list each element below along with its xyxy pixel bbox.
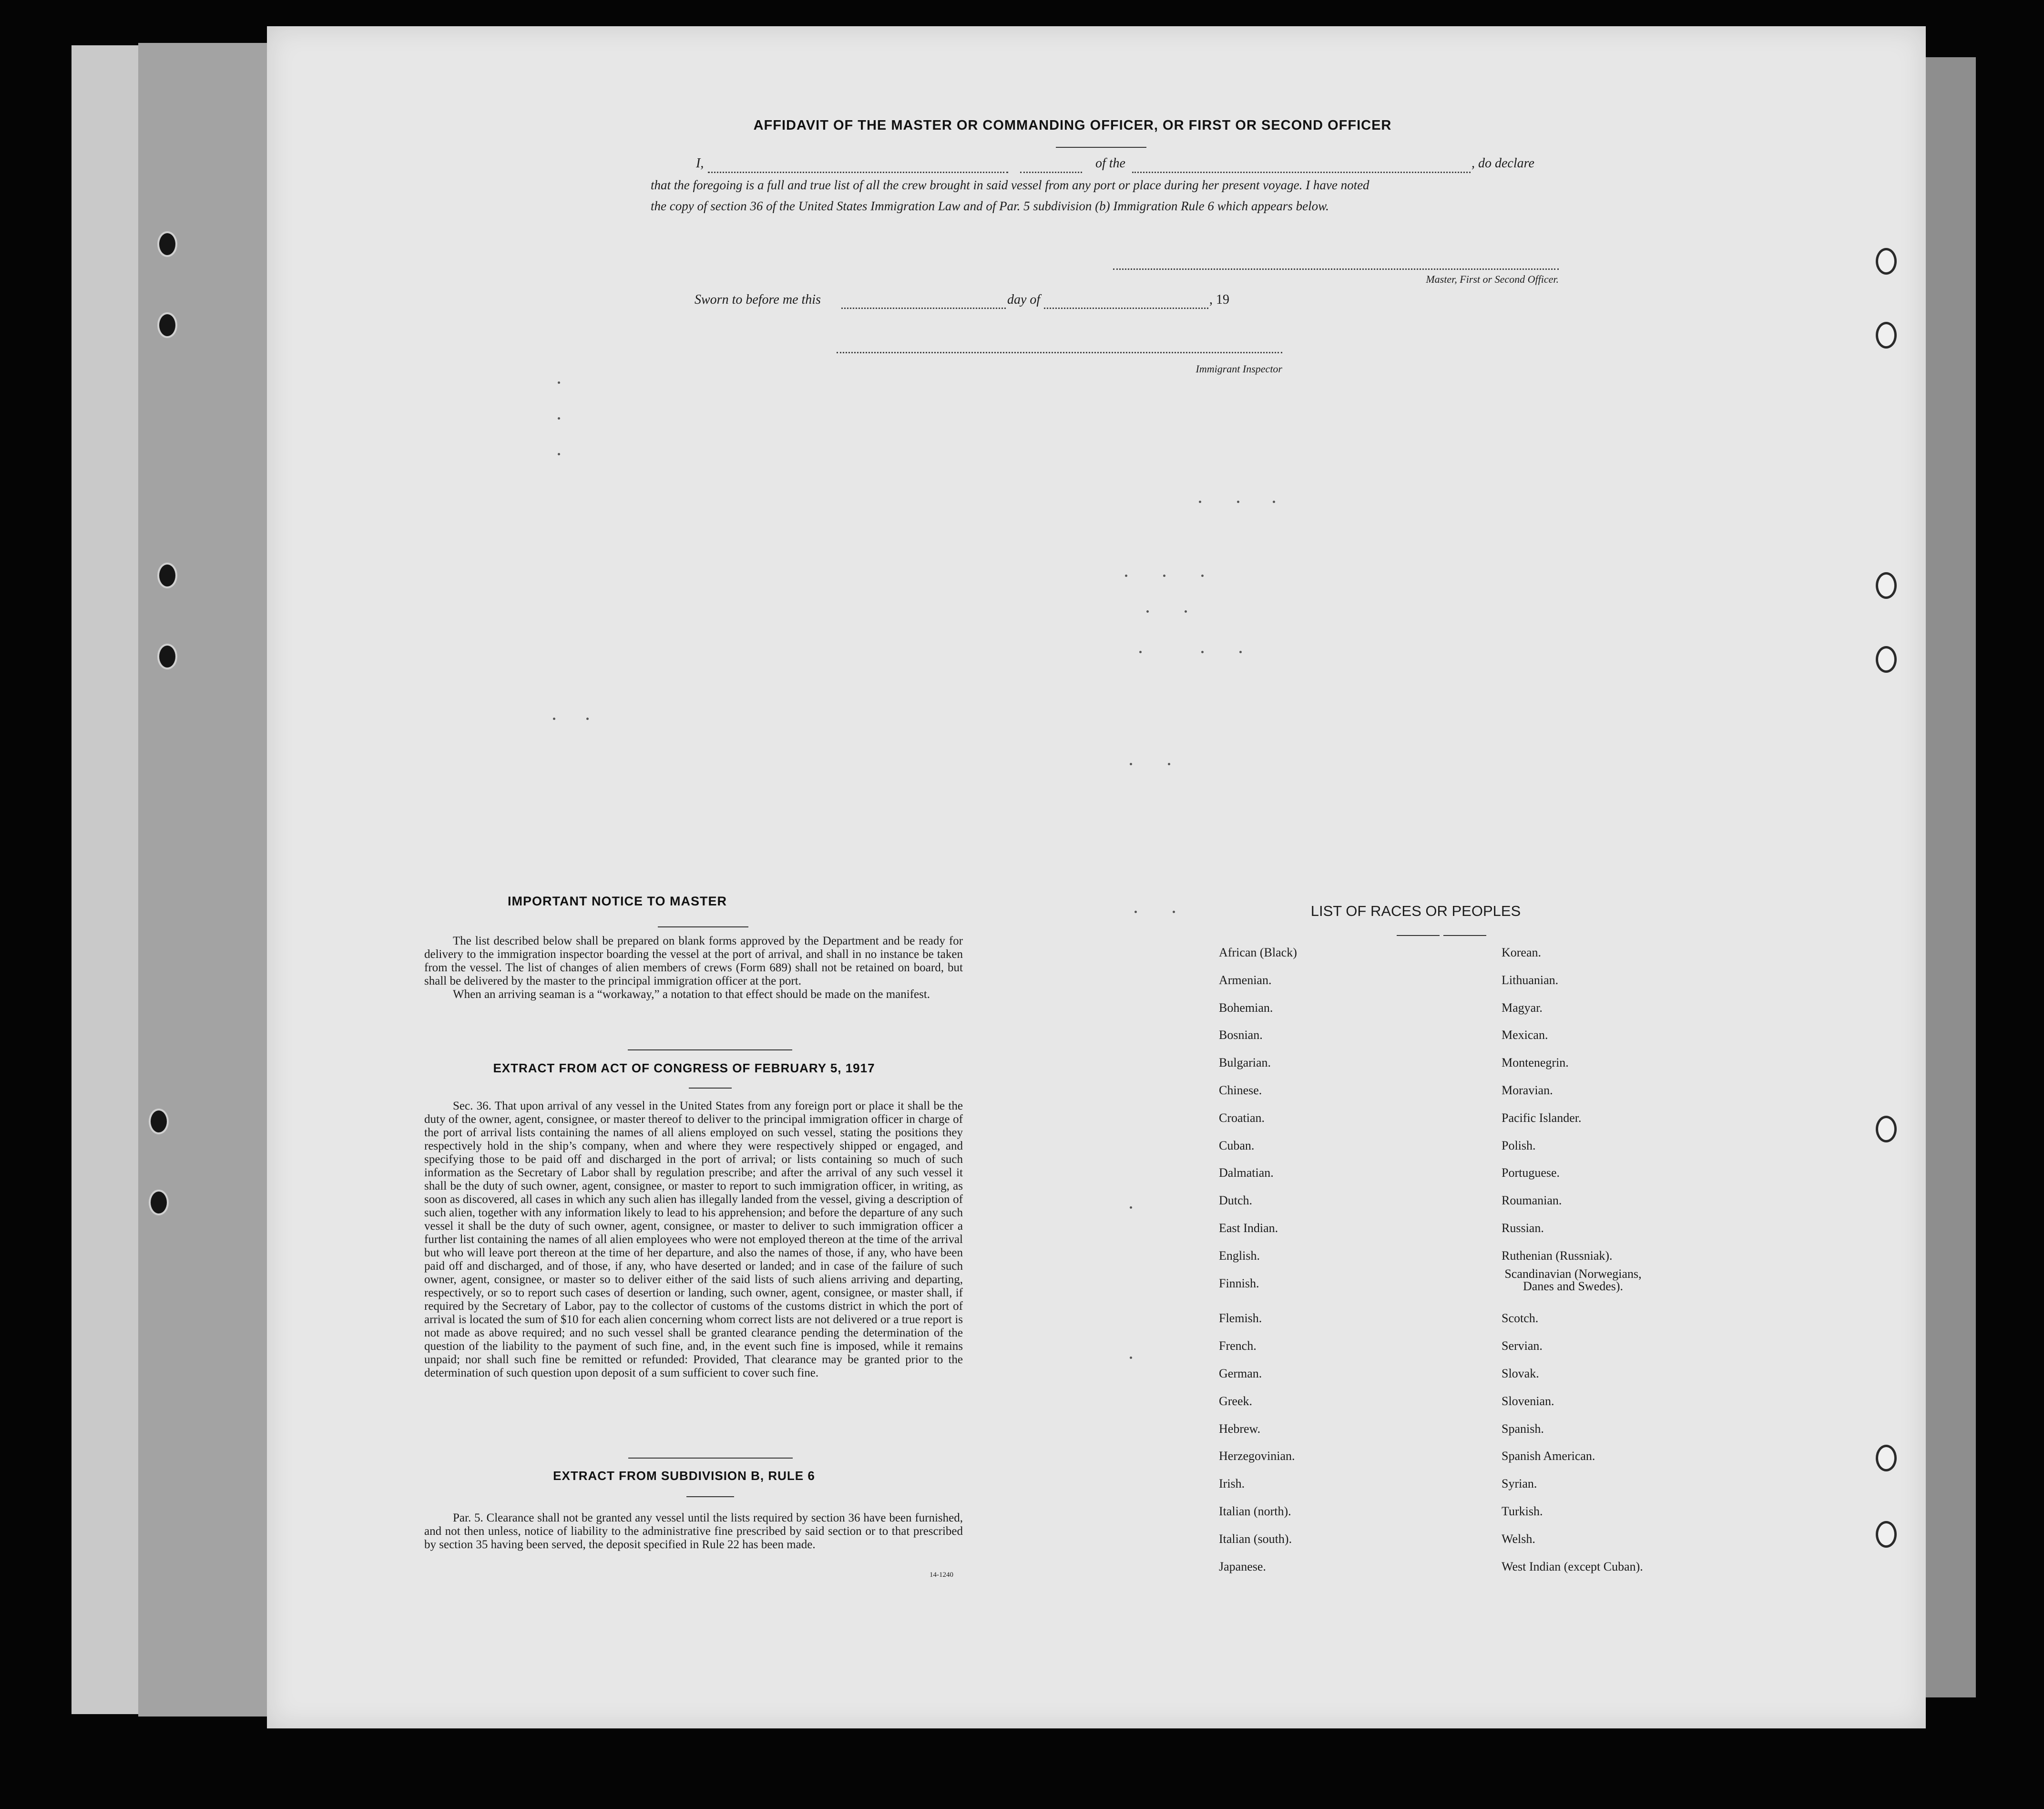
vessel-name-blank — [1132, 172, 1471, 173]
race-item: Greek. — [1219, 1394, 1253, 1408]
race-item: Cuban. — [1219, 1138, 1255, 1152]
section-divider-2 — [628, 1458, 793, 1459]
inspector-signature-line — [837, 352, 1282, 353]
notice-paragraph-2: When an arriving seaman is a “workaway,” a notation to that effect should be made on the manifest. — [453, 988, 930, 1001]
sworn-label: Sworn to before me this — [695, 292, 821, 307]
race-item: Scandinavian (Norwegians, Danes and Swedes). — [1504, 1266, 1642, 1293]
manifest-page — [267, 26, 1926, 1728]
race-item: French. — [1219, 1339, 1257, 1353]
race-item: Finnish. — [1219, 1276, 1259, 1290]
race-item: Roumanian. — [1502, 1193, 1562, 1208]
do-declare-label: , do declare — [1472, 156, 1534, 171]
punched-hole — [1876, 572, 1897, 599]
race-item: Mexican. — [1502, 1028, 1548, 1042]
extract-rule-underline — [686, 1496, 734, 1497]
binder-hole — [157, 644, 177, 669]
master-name-blank — [708, 172, 1008, 173]
race-item: Croatian. — [1219, 1110, 1265, 1125]
punched-hole — [1876, 646, 1897, 673]
race-item: Herzegovinian. — [1219, 1449, 1295, 1463]
binder-hole — [157, 312, 177, 338]
race-item: African (Black) — [1219, 946, 1297, 959]
extract-act-title: EXTRACT FROM ACT OF CONGRESS OF FEBRUARY 5, 1917 — [493, 1061, 875, 1075]
punched-hole — [1876, 248, 1897, 275]
race-item: Spanish American. — [1502, 1449, 1595, 1463]
race-item: Italian (north). — [1219, 1504, 1291, 1518]
binder-hole — [157, 231, 177, 257]
race-item: German. — [1219, 1367, 1262, 1380]
race-item: Bulgarian. — [1219, 1056, 1271, 1070]
race-item: Chinese. — [1219, 1083, 1262, 1097]
affidavit-i-label: I, — [696, 156, 704, 171]
extract-rule-text: Par. 5. Clearance shall not be granted any vessel until the lists required by section 36 have been furnished, and not then unless, notice of liability to the administrative fine prescribed by said section or to that prescribed by section 35 having been served, the deposit specified in Rule 22 has been made. — [424, 1511, 963, 1551]
race-item: Pacific Islander. — [1502, 1110, 1582, 1125]
race-item: Flemish. — [1219, 1311, 1262, 1326]
title-underline — [1056, 147, 1146, 148]
race-item: Montenegrin. — [1502, 1056, 1569, 1070]
race-item: Spanish. — [1502, 1421, 1544, 1436]
race-item: Dutch. — [1219, 1193, 1253, 1208]
sworn-month-blank — [1044, 308, 1208, 309]
race-item: Ruthenian (Russniak). — [1502, 1248, 1613, 1263]
race-item: Russian. — [1502, 1221, 1544, 1235]
punched-hole — [1876, 1116, 1897, 1142]
extract-rule-title: EXTRACT FROM SUBDIVISION B, RULE 6 — [553, 1469, 815, 1483]
master-signature-caption: Master, First or Second Officer. — [1426, 273, 1559, 285]
race-item: Syrian. — [1502, 1477, 1537, 1491]
race-item: West Indian (except Cuban). — [1502, 1559, 1643, 1573]
race-item: Lithuanian. — [1502, 973, 1559, 987]
race-item: Italian (south). — [1219, 1531, 1292, 1546]
race-item: Slovak. — [1502, 1367, 1539, 1380]
race-item: Moravian. — [1502, 1083, 1553, 1097]
race-item: Dalmatian. — [1219, 1166, 1274, 1180]
form-number: 14-1240 — [930, 1571, 953, 1579]
race-item: Magyar. — [1502, 1000, 1543, 1015]
races-title: LIST OF RACES OR PEOPLES — [1310, 903, 1521, 919]
affidavit-line-3: the copy of section 36 of the United States Immigration Law and of Par. 5 subdivision (b) Immigration Rule 6 which appears below. — [651, 199, 1329, 213]
races-underline-a — [1397, 935, 1440, 936]
day-of-label: day of — [1007, 292, 1041, 307]
race-item: Welsh. — [1502, 1531, 1535, 1546]
master-name-blank-2 — [1020, 172, 1082, 173]
binder-hole — [157, 563, 177, 588]
punched-hole — [1876, 322, 1897, 349]
punched-hole — [1876, 1445, 1897, 1471]
race-item: Servian. — [1502, 1339, 1543, 1353]
binder-spine — [138, 43, 270, 1716]
race-item: Turkish. — [1502, 1504, 1543, 1518]
race-item: Korean. — [1502, 946, 1542, 959]
sworn-date-blank — [841, 308, 1006, 309]
races-underline-b — [1443, 935, 1486, 936]
race-item: Armenian. — [1219, 973, 1272, 987]
year-label: , 19 — [1209, 292, 1229, 307]
race-item: Hebrew. — [1219, 1421, 1261, 1436]
race-item: Japanese. — [1219, 1559, 1266, 1573]
section-divider — [628, 1049, 792, 1050]
inspector-caption: Immigrant Inspector — [1196, 363, 1282, 375]
notice-title: IMPORTANT NOTICE TO MASTER — [508, 894, 727, 908]
race-item: Polish. — [1502, 1138, 1536, 1152]
race-item: Bohemian. — [1219, 1000, 1273, 1015]
extract-act-text: Sec. 36. That upon arrival of any vessel in the United States from any foreign port or place it shall be the duty of the owner, agent, consignee, or master thereof to deliver to the principal immigration officer in charge of the port of arrival lists containing the names of all aliens employed on such vessel, stating the positions they respectively hold in the ship’s company, when and where they were respectively shipped or engaged, and specifying those to be paid off and discharged in the port of arrival; or lists containing so much of such information as the Secretary of Labor shall by regulation prescribe; and after the arrival of any such vessel it shall be the duty of such owner, agent, consignee, or master to report to such immigration officer, in writing, as soon as discovered, all cases in which any such alien has illegally landed from the vessel, giving a description of such alien, together with any information likely to lead to his apprehension; and before the departure of any such vessel it shall be the duty of such owner, agent, consignee, or master to deliver to such immigration officer a further list containing the names of all alien employees who were not employed thereon at the time of the arrival but who will leave port thereon at the time of her departure, and also the names of those, if any, who have been paid off and discharged, and of those, if any, who have deserted or landed; and in case of the failure of such owner, agent, consignee, or master so to deliver either of the said lists of such aliens arriving and departing, respectively, or so to report such cases of desertion or landing, such owner, agent, consignee, or master shall, if required by the Secretary of Labor, pay to the collector of customs of the customs district in which the port of arrival is located the sum of $10 for each alien concerning whom correct lists are not delivered or a true report is not made as above required; and no such vessel shall be granted clearance pending the determination of the question of the liability to the payment of such fine, and, in the event such fine is imposed, while it remains unpaid; nor shall such fine be remitted or refunded: Provided, That clearance may be granted prior to the determination of such question upon deposit of a sum sufficient to cover such fine. — [424, 1100, 963, 1379]
affidavit-title: AFFIDAVIT OF THE MASTER OR COMMANDING OFFICER, OR FIRST OR SECOND OFFICER — [753, 118, 1392, 133]
extract-act-underline — [689, 1088, 732, 1089]
of-the-label: of the — [1095, 156, 1125, 171]
punched-hole — [1876, 1521, 1897, 1548]
binder-hole — [149, 1190, 169, 1215]
race-item: Scotch. — [1502, 1311, 1539, 1326]
race-item: Portuguese. — [1502, 1166, 1560, 1180]
race-item: Irish. — [1219, 1477, 1245, 1491]
binder-back-sheet — [72, 45, 140, 1714]
master-signature-line — [1113, 268, 1559, 270]
notice-underline — [658, 926, 748, 927]
race-item: Slovenian. — [1502, 1394, 1554, 1408]
binder-hole — [149, 1109, 169, 1134]
race-item: Bosnian. — [1219, 1028, 1263, 1042]
race-item: East Indian. — [1219, 1221, 1278, 1235]
affidavit-line-2: that the foregoing is a full and true list of all the crew brought in said vessel from any port or place during her present voyage. I have noted — [651, 178, 1369, 192]
race-item: English. — [1219, 1248, 1260, 1263]
notice-paragraph-1: The list described below shall be prepared on blank forms approved by the Department and be ready for delivery to the immigration inspector boarding the vessel at the port of arrival, and shall in no instance be taken from the vessel. The list of changes of alien members of crews (Form 689) shall not be retained on board, but shall be delivered by the master to the principal immigration officer at the port. — [424, 935, 963, 987]
